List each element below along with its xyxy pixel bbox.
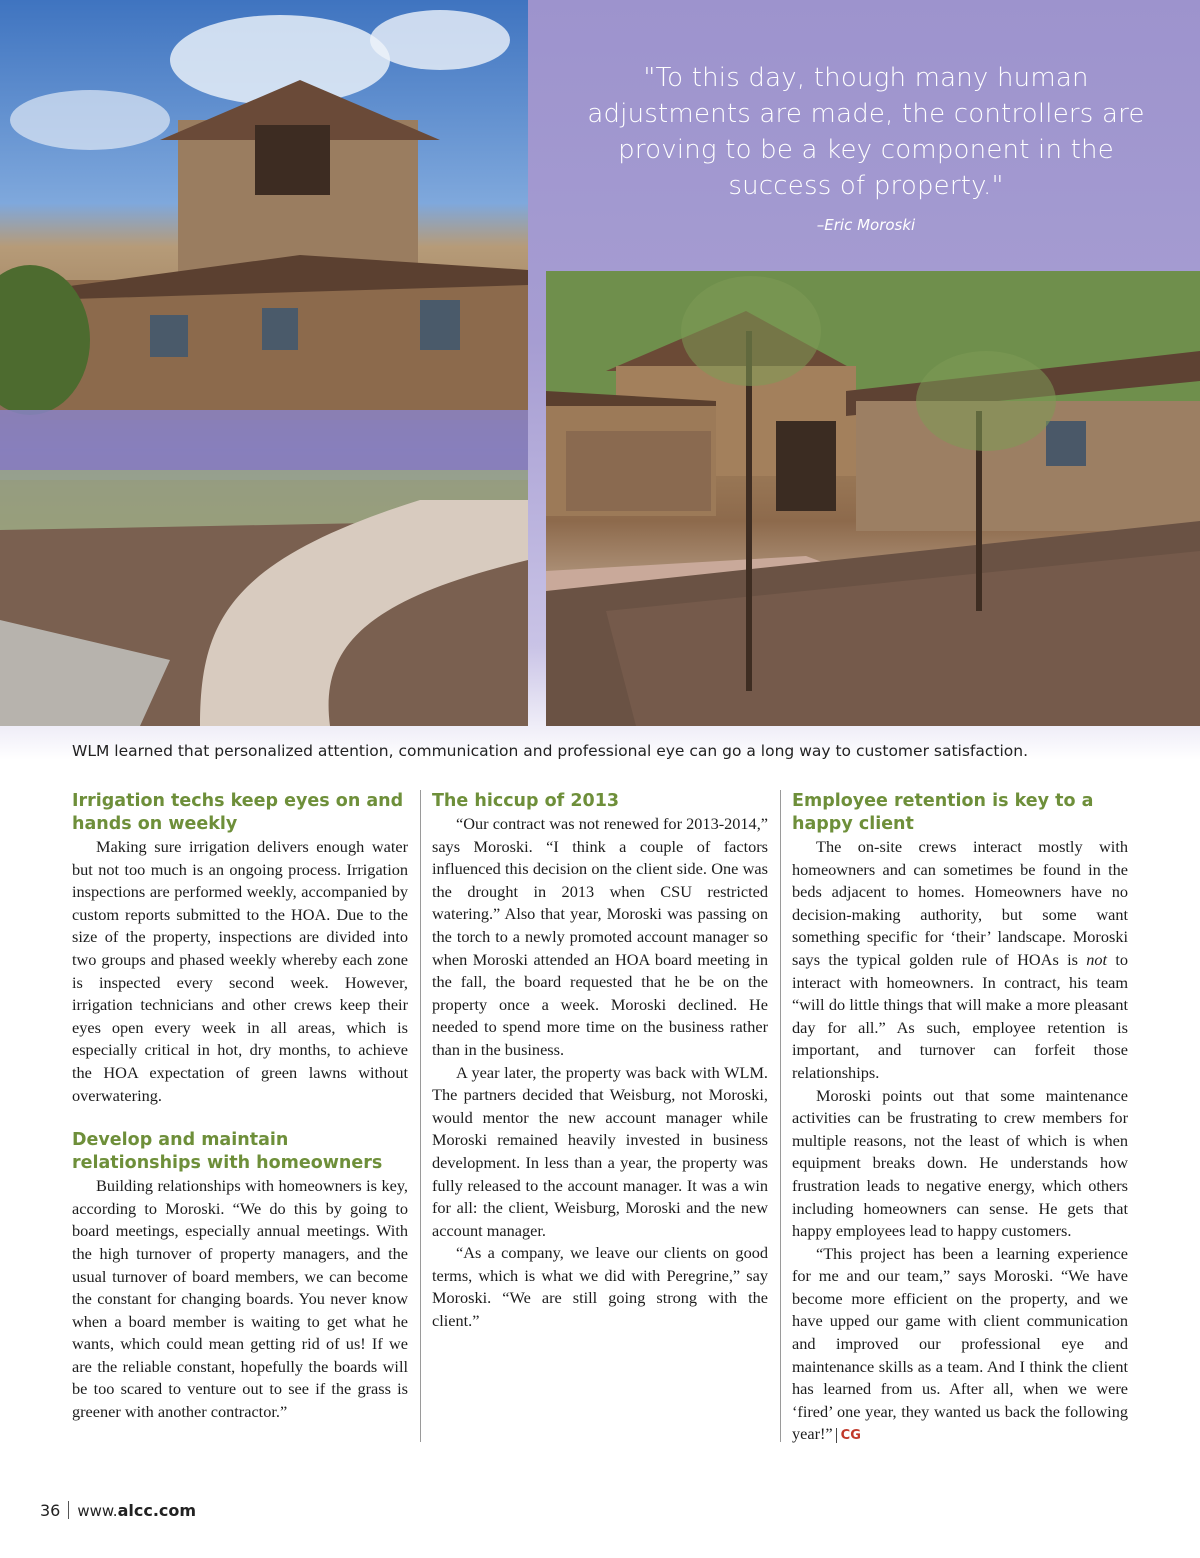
- end-mark-logo: CG: [836, 1428, 861, 1443]
- section-heading: Employee retention is key to a happy client: [792, 791, 1094, 834]
- section-heading: Develop and maintain relationships with homeowners: [72, 1130, 383, 1174]
- footer-url-domain[interactable]: alcc.com: [117, 1501, 197, 1520]
- article-column-1: [72, 790, 408, 1424]
- article-column-3: [792, 790, 1128, 1448]
- photo-stucco-house-landscape: [546, 271, 1200, 726]
- body-paragraph: [792, 836, 1128, 1085]
- footer-url-prefix: www.: [77, 1502, 118, 1520]
- pull-quote: "To this day, though many human adjustments are made, the controllers are proving to be a key component in the success of property.": [587, 63, 1145, 201]
- section-heading: Irrigation techs keep eyes on and hands on weekly: [72, 791, 404, 834]
- body-paragraph: Building relationships with homeowners is key, according to Moroski. “We do this by going to board meetings, especially annual meetings. With the high turnover of property managers, and the usual turnover of board members, we can become the constant for changing boards. You never know when a board member is waiting to get what he wants, which could mean getting rid of us! If we are the reliable constant, hopefully the boards will be too scared to venture out to see if the grass is greener with another contractor.”: [72, 1176, 408, 1422]
- body-paragraph: “As a company, we leave our clients on good terms, which is what we did with Peregrine,” say Moroski. “We are still going strong with the client.”: [432, 1243, 768, 1331]
- body-text: to interact with homeowners. In contract, his team “will do little things that will make a more pleasant day for all.” As such, employee retention is important, and turnover can forfeit those relationships.: [792, 949, 1128, 1082]
- article-column-2: [432, 790, 768, 1333]
- body-paragraph: “Our contract was not renewed for 2013-2014,” says Moroski. “I think a couple of factors influenced this decision on the client side. One was the drought in 2013 when CSU restricted watering.” Also that year, Moroski was passing on the torch to a newly promoted account manager so when Moroski attended an HOA board meeting in the fall, the board requested that he be on the property once a week. Moroski declined. He needed to spend more time on the business rather than in the business.: [432, 814, 768, 1059]
- page-number: 36: [40, 1501, 61, 1520]
- body-paragraph: Making sure irrigation delivers enough water but not too much is an ongoing process. Irrigation inspections are performed weekly, accompanied by custom reports submitted to the HOA. Due to the size of the property, inspections are divided into two groups and phased weekly whereby each zone is inspected every second week. However, irrigation technicians and other crews keep their eyes open every week in all areas, which is especially critical in hot, dry months, to achieve the HOA expectation of green lawns without overwatering.: [72, 837, 408, 1105]
- page-footer: [40, 1501, 196, 1520]
- body-text: “This project has been a learning experience for me and our team,” says Moroski. “We have become more efficient on the property, and we have upped our game with client communication and improved our professional eye and maintenance skills as a team. And I think the client has learned from us. After all, when we were ‘fired’ one year, they wanted us back the following year!”: [792, 1243, 1128, 1444]
- column-divider: [780, 790, 781, 1442]
- photo-caption: WLM learned that personalized attention, communication and professional eye can go a long way to customer satisfaction.: [72, 742, 1028, 760]
- footer-divider: [68, 1501, 69, 1519]
- pull-quote-attribution: –Eric Moroski: [816, 216, 916, 234]
- photo-stone-house-landscape: [0, 0, 528, 726]
- photo-right-illustration: [546, 271, 1200, 726]
- body-paragraph: Moroski points out that some maintenance activities can be frustrating to crew members for multiple reasons, not the least of which is when equipment breaks down. He understands how frustration leads to negative energy, which others including homeowners can sense. He gets that happy employees lead to happy customers.: [792, 1085, 1128, 1241]
- column-divider: [420, 790, 421, 1442]
- emphasis-text: not: [1086, 949, 1108, 969]
- section-heading: The hiccup of 2013: [432, 791, 620, 811]
- body-paragraph: [792, 1243, 1128, 1448]
- body-text: The on-site crews interact mostly with homeowners and can sometimes be found in the beds adjacent to homes. Homeowners have no decision-making authority, but some want something specific for ‘their’ landscape. Moroski says the typical golden rule of HOAs is: [792, 837, 1128, 969]
- photo-left-illustration: [0, 0, 528, 726]
- body-paragraph: A year later, the property was back with WLM. The partners decided that Weisburg, not Moroski, would mentor the new account manager while Moroski remained heavily invested in business development. In less than a year, the property was fully released to the account manager. It was a win for all: the client, Weisburg, Moroski and the new account manager.: [432, 1062, 768, 1240]
